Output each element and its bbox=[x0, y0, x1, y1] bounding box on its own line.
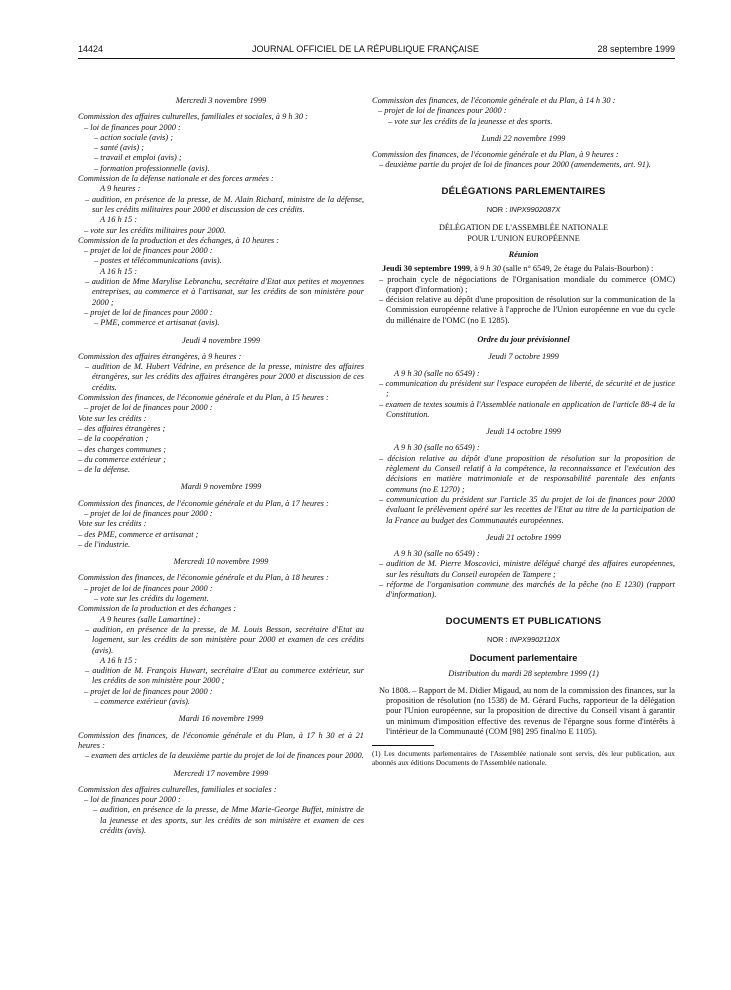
delegation-name: DÉLÉGATION DE L'ASSEMBLÉE NATIONALE bbox=[438, 223, 609, 233]
agenda-item: – communication du président sur l'espace européen de liberté, de sécurité et de justice ; bbox=[379, 378, 675, 399]
agenda-subitem: – PME, commerce et artisanat (avis). bbox=[94, 318, 220, 328]
time-line: A 9 heures (salle Lamartine) : bbox=[100, 614, 201, 624]
meeting-location: (salle n° 6549, 2e étage du Palais-Bourbon) : bbox=[500, 264, 654, 274]
agenda-item: – audition, en présence de la presse, de M. Louis Besson, secrétaire d'Etat au logement, sur les crédits de son ministère pour 2000 et examen de ces crédits (avis). bbox=[85, 624, 364, 655]
right-column bbox=[372, 96, 675, 768]
section-title: DOCUMENTS ET PUBLICATIONS bbox=[445, 615, 602, 627]
vote-line: Vote sur les crédits : bbox=[78, 519, 147, 529]
date-heading: Lundi 22 novembre 1999 bbox=[481, 133, 566, 143]
time-line: A 9 h 30 (salle no 6549) : bbox=[394, 549, 480, 559]
date-heading: Jeudi 14 octobre 1999 bbox=[486, 427, 561, 437]
time-line: A 9 h 30 (salle no 6549) : bbox=[394, 443, 480, 453]
agenda-item: – projet de loi de finances pour 2000 : bbox=[84, 583, 213, 593]
agenda-subitem: – commerce extérieur (avis). bbox=[94, 697, 190, 707]
agenda-item: – loi de finances pour 2000 : bbox=[84, 795, 181, 805]
journal-title: JOURNAL OFFICIEL DE LA RÉPUBLIQUE FRANÇAISE bbox=[252, 44, 479, 54]
commission-line: Commission des finances, de l'économie générale et du Plan, à 9 heures : bbox=[372, 150, 619, 160]
commission-line: Commission de la production et des échanges, à 10 heures : bbox=[78, 235, 280, 245]
agenda-subitem: – vote sur les crédits de la jeunesse et des sports. bbox=[388, 116, 553, 126]
distribution-line: Distribution du mardi 28 septembre 1999 (1) bbox=[448, 669, 599, 679]
commission-line: Commission des finances, de l'économie générale et du Plan, à 17 h 30 et à 21 heures : bbox=[78, 730, 364, 750]
meeting-line bbox=[372, 264, 675, 274]
agenda-item: – audition de M. Pierre Moscovici, ministre délégué chargé des affaires européennes, sur les résultats du Conseil européen de Tampere ; bbox=[379, 559, 675, 579]
date-heading: Mardi 16 novembre 1999 bbox=[178, 714, 264, 724]
agenda-heading: Ordre du jour prévisionnel bbox=[477, 335, 570, 345]
agenda-item: – prochain cycle de négociations de l'Organisation mondiale du commerce (OMC) (rapport d'information) ; bbox=[379, 274, 675, 294]
agenda-subitem: – action sociale (avis) ; bbox=[94, 132, 174, 142]
agenda-item: – décision relative au dépôt d'une proposition de résolution sur la communication de la Commission européenne relative à l'approche de l'Union européenne en vue du cycle du millénaire de l'OMC (no E 1285). bbox=[379, 295, 675, 325]
agenda-item: – décision relative au dépôt d'une proposition de résolution sur la proposition de règlement du Conseil relatif à la compétence, la reconnaissance et l'exécution des décisions en matière matrimoniale et de responsabilité parentale des enfants communs (no E 1270) ; bbox=[379, 453, 675, 494]
nor-reference bbox=[372, 205, 675, 215]
vote-item: – de la coopération ; bbox=[78, 434, 149, 444]
agenda-item: – audition de M. François Huwart, secrétaire d'Etat au commerce extérieur, sur les crédits de son ministère pour 2000 ; bbox=[85, 666, 364, 686]
agenda-subitem: – vote sur les crédits du logement. bbox=[94, 594, 209, 604]
date-heading: Jeudi 4 novembre 1999 bbox=[181, 335, 261, 345]
date-heading: Mercredi 17 novembre 1999 bbox=[173, 768, 269, 778]
agenda-subitem: – santé (avis) ; bbox=[94, 143, 145, 153]
delegation-name: POUR L'UNION EUROPÉENNE bbox=[467, 233, 580, 243]
agenda-item: – audition, en présence de la presse, de M. Alain Richard, ministre de la défense, sur les crédits militaires pour 2000 et discussion de ces crédits. bbox=[85, 194, 364, 214]
time-line: A 16 h 15 : bbox=[100, 215, 138, 225]
agenda-item: – projet de loi de finances pour 2000 : bbox=[84, 403, 213, 413]
section-title: DÉLÉGATIONS PARLEMENTAIRES bbox=[441, 185, 606, 197]
agenda-item: – vote sur les crédits militaires pour 2000. bbox=[84, 225, 227, 235]
vote-item: – de l'industrie. bbox=[78, 539, 131, 549]
vote-item: – des PME, commerce et artisanat ; bbox=[78, 529, 199, 539]
agenda-item: – projet de loi de finances pour 2000 : bbox=[84, 307, 213, 317]
date-heading: Jeudi 7 octobre 1999 bbox=[488, 352, 559, 362]
commission-line: Commission des finances, de l'économie générale et du Plan, à 17 heures : bbox=[78, 498, 329, 508]
agenda-item: – projet de loi de finances pour 2000 : bbox=[84, 246, 213, 256]
date-heading: Jeudi 21 octobre 1999 bbox=[486, 532, 561, 542]
agenda-subitem: – postes et télécommunications (avis). bbox=[94, 256, 222, 266]
commission-line: Commission des finances, de l'économie générale et du Plan, à 14 h 30 : bbox=[372, 96, 616, 105]
nor-code: INPX9902087X bbox=[509, 205, 561, 215]
agenda-subitem: – formation professionnelle (avis). bbox=[94, 163, 210, 173]
time-line: A 9 heures : bbox=[100, 184, 141, 194]
vote-item: – du commerce extérieur ; bbox=[78, 454, 167, 464]
time-line: A 9 h 30 (salle no 6549) : bbox=[394, 368, 480, 378]
nor-code: INPX9902110X bbox=[509, 634, 560, 644]
agenda-item: – deuxième partie du projet de loi de finances pour 2000 (amendements, art. 91). bbox=[379, 160, 651, 170]
agenda-item: – examen de textes soumis à l'Assemblée nationale en application de l'article 88-4 de la Constitution. bbox=[379, 399, 675, 419]
nor-label: NOR : bbox=[487, 634, 510, 644]
commission-line: Commission de la production et des échanges : bbox=[78, 604, 237, 614]
document-entry: No 1808. – Rapport de M. Didier Migaud, au nom de la commission des finances, sur la proposition de résolution (no 1538) de M. Gérard Fuchs, rapporteur de la délégation pour l'Union européenne, sur la proposition de directive du Conseil visant à garantir un minimum d'imposition effective des revenus de l'épargne sous forme d'intérêts à l'intérieur de la Communauté (COM [98] 295 final/no E 1105). bbox=[379, 685, 675, 736]
agenda-item: – projet de loi de finances pour 2000 : bbox=[84, 508, 213, 518]
agenda-item: – communication du président sur l'article 35 du projet de loi de finances pour 2000 évaluant le prélèvement opéré sur les recettes de l'Etat au titre de la participation de la France au budget des Communautés européennes. bbox=[379, 494, 675, 525]
vote-item: – des charges communes ; bbox=[78, 444, 167, 454]
meeting-time: 9 h 30 bbox=[480, 264, 501, 274]
commission-line: Commission des finances, de l'économie générale et du Plan, à 15 heures : bbox=[78, 393, 329, 403]
date-heading: Mercredi 10 novembre 1999 bbox=[173, 557, 269, 567]
issue-date: 28 septembre 1999 bbox=[597, 44, 675, 54]
meeting-heading: Réunion bbox=[508, 249, 539, 259]
agenda-item: – audition de M. Hubert Védrine, en présence de la presse, ministre des affaires étrangères, sur les crédits des affaires étrangères pour 2000 et discussion de ces crédits. bbox=[85, 362, 364, 392]
agenda-item: – projet de loi de finances pour 2000 : bbox=[84, 686, 213, 696]
commission-line: Commission des affaires culturelles, familiales et sociales, à 9 h 30 : bbox=[78, 112, 308, 122]
time-line: A 16 h 15 : bbox=[100, 266, 138, 276]
vote-item: – des affaires étrangères ; bbox=[78, 423, 166, 433]
commission-line: Commission de la défense nationale et des forces armées : bbox=[78, 174, 274, 184]
date-heading: Mardi 9 novembre 1999 bbox=[180, 482, 262, 492]
subsection-title: Document parlementaire bbox=[469, 653, 578, 664]
agenda-item: – projet de loi de finances pour 2000 : bbox=[378, 106, 507, 116]
time-line: A 16 h 15 : bbox=[100, 655, 138, 665]
agenda-item: – audition de Mme Marylise Lebranchu, secrétaire d'Etat aux petites et moyennes entreprises, au commerce et à l'artisanat, sur les crédits de son ministère pour 2000 ; bbox=[85, 277, 364, 307]
nor-label: NOR : bbox=[486, 205, 510, 215]
vote-line: Vote sur les crédits : bbox=[78, 413, 147, 423]
left-column bbox=[78, 96, 364, 836]
agenda-item: – examen des articles de la deuxième partie du projet de loi de finances pour 2000. bbox=[85, 751, 364, 761]
footnote-rule bbox=[372, 745, 434, 746]
page-header bbox=[0, 44, 731, 58]
agenda-subitem: – travail et emploi (avis) ; bbox=[94, 153, 182, 163]
agenda-subitem: – audition, en présence de la presse, de Mme Marie-George Buffet, ministre de la jeunesse et des sports, sur les crédits de son ministère et examen de ces crédits (avis). bbox=[93, 805, 364, 835]
agenda-item: – réforme de l'organisation commune des marchés de la pêche (no E 1230) (rapport d'information). bbox=[379, 579, 675, 600]
agenda-item: – loi de finances pour 2000 : bbox=[84, 122, 181, 132]
footnote: (1) Les documents parlementaires de l'Assemblée nationale sont servis, dès leur publication, aux abonnés aux éditions Documents de l'Assemblée nationale. bbox=[372, 749, 675, 768]
meeting-date: Jeudi 30 septembre 1999 bbox=[382, 264, 471, 274]
page-number: 14424 bbox=[78, 44, 104, 54]
date-heading: Mercredi 3 novembre 1999 bbox=[175, 96, 267, 105]
commission-line: Commission des finances, de l'économie générale et du Plan, à 18 heures : bbox=[78, 573, 329, 583]
commission-line: Commission des affaires culturelles, familiales et sociales : bbox=[78, 784, 277, 794]
nor-reference bbox=[372, 635, 675, 645]
meeting-connector: , à bbox=[470, 264, 481, 274]
commission-line: Commission des affaires étrangères, à 9 heures : bbox=[78, 351, 242, 361]
vote-item: – de la défense. bbox=[78, 465, 131, 475]
header-rule bbox=[78, 58, 675, 59]
